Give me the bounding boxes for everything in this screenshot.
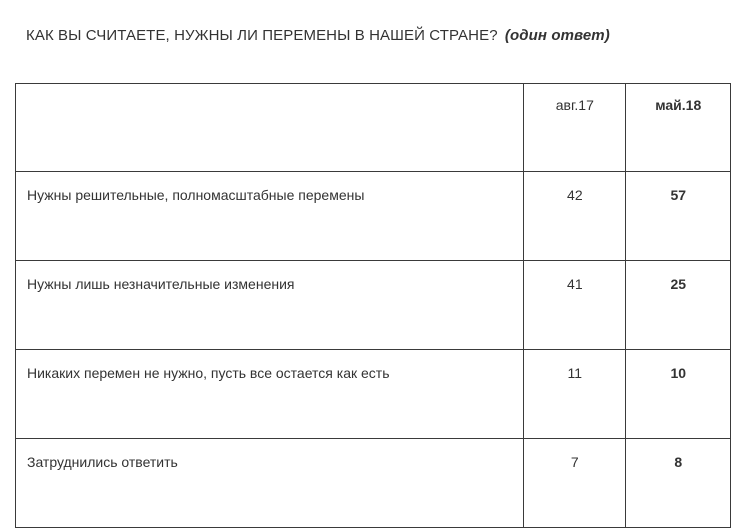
table-row: [16, 261, 731, 350]
row-label: Никаких перемен не нужно, пусть все остается как есть: [16, 350, 524, 439]
question-text: КАК ВЫ СЧИТАЕТЕ, НУЖНЫ ЛИ ПЕРЕМЕНЫ В НАШЕЙ СТРАНЕ?: [26, 27, 498, 44]
row-value-aug17: 42: [524, 172, 626, 261]
table-row: [16, 439, 731, 528]
row-value-may18: 10: [626, 350, 731, 439]
question-heading: [26, 27, 610, 44]
row-value-may18: 8: [626, 439, 731, 528]
row-value-aug17: 7: [524, 439, 626, 528]
question-note: (один ответ): [504, 27, 610, 44]
row-value-may18: 25: [626, 261, 731, 350]
table-row: [16, 172, 731, 261]
row-label: Нужны решительные, полномасштабные перемены: [16, 172, 524, 261]
header-aug17: авг.17: [524, 84, 626, 172]
results-table: [15, 83, 731, 528]
header-row: [16, 84, 731, 172]
header-label-cell: [16, 84, 524, 172]
row-value-aug17: 11: [524, 350, 626, 439]
row-label: Затруднились ответить: [16, 439, 524, 528]
row-value-may18: 57: [626, 172, 731, 261]
row-label: Нужны лишь незначительные изменения: [16, 261, 524, 350]
table-row: [16, 350, 731, 439]
header-may18: май.18: [626, 84, 731, 172]
row-value-aug17: 41: [524, 261, 626, 350]
